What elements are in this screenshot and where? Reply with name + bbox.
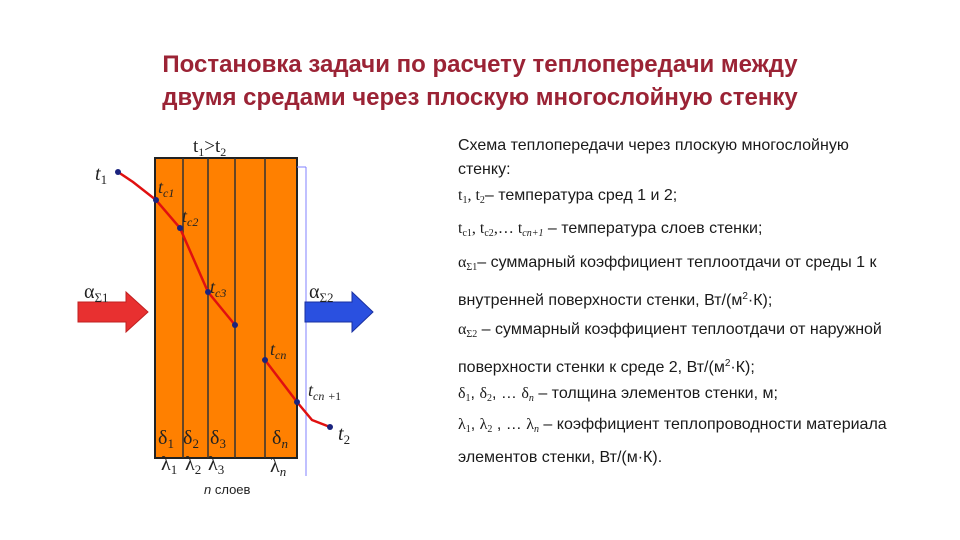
- label-tcn1: $t_{cn} +1$: [308, 380, 342, 403]
- point-c4: [232, 322, 238, 328]
- desc-line-temperatures-layers: $t_{c1}$, $t_{c2},\dots$ $t_{cn+1}$ – температура слоев стенки;: [458, 220, 763, 239]
- lambda-3: $\lambda_3$: [208, 453, 225, 477]
- delta-n: $\delta_n$: [272, 427, 288, 451]
- point-tc1: [153, 197, 159, 203]
- label-tc2: $t_{c2}$: [182, 206, 199, 229]
- label-t2: $t_2$: [338, 423, 351, 447]
- lambda-n: $\lambda_n$: [270, 455, 287, 479]
- label-tcn: $t_{cn}$: [270, 339, 287, 362]
- label-tc1: $t_{c1}$: [158, 177, 175, 200]
- condition-label: $t_1>t_2$: [193, 136, 227, 159]
- desc-line-thickness: $\delta_1$, $\delta_2$, … $\delta_n$ – толщина элементов стенки, м;: [458, 385, 778, 404]
- label-t1: $t_1$: [95, 163, 108, 187]
- desc-line-conductivity: $\lambda_1$, $\lambda_2$ , … $\lambda_n$ – коэффициент теплопроводности материала элементов стенки, Вт/(м·К).: [458, 416, 887, 466]
- lambda-1: $\lambda_1$: [161, 453, 178, 477]
- label-tc3: $t_{c3}$: [210, 277, 227, 300]
- label-alpha2: $\alpha_{\Sigma 2}$: [309, 281, 334, 305]
- label-alpha1: $\alpha_{\Sigma 1}$: [84, 281, 109, 305]
- lambda-2: $\lambda_2$: [185, 453, 202, 477]
- point-tcn1: [294, 399, 300, 405]
- point-tcn: [262, 357, 268, 363]
- delta-1: $\delta_1$: [158, 427, 174, 451]
- desc-intro: Схема теплопередачи через плоскую многослойную стенку:: [458, 137, 849, 178]
- desc-line-alpha1: $\alpha_{\Sigma 1}-$ суммарный коэффициент теплоотдачи от среды 1 к внутренней поверхности стенки, $Вт/(м^2\cdot К)$;: [458, 254, 877, 309]
- layers-caption: n слоев: [204, 482, 251, 497]
- delta-3: $\delta_3$: [210, 427, 226, 451]
- wall-body: [155, 158, 297, 458]
- desc-line-temperatures-media: $t_1$, $t_2-$ температура сред 1 и 2;: [458, 187, 678, 206]
- delta-2: $\delta_2$: [183, 427, 199, 451]
- point-t1: [115, 169, 121, 175]
- point-t2: [327, 424, 333, 430]
- title-line-1: Постановка задачи по расчету теплопередачи между: [162, 51, 798, 78]
- description-panel: [458, 134, 898, 472]
- desc-line-alpha2: $\alpha_{\Sigma 2}$ – суммарный коэффициент теплоотдачи от наружной поверхности стенки к среде 2, $Вт/(м^2\cdot К)$;: [458, 321, 882, 376]
- title-line-2: двумя средами через плоскую многослойную стенку: [162, 84, 798, 111]
